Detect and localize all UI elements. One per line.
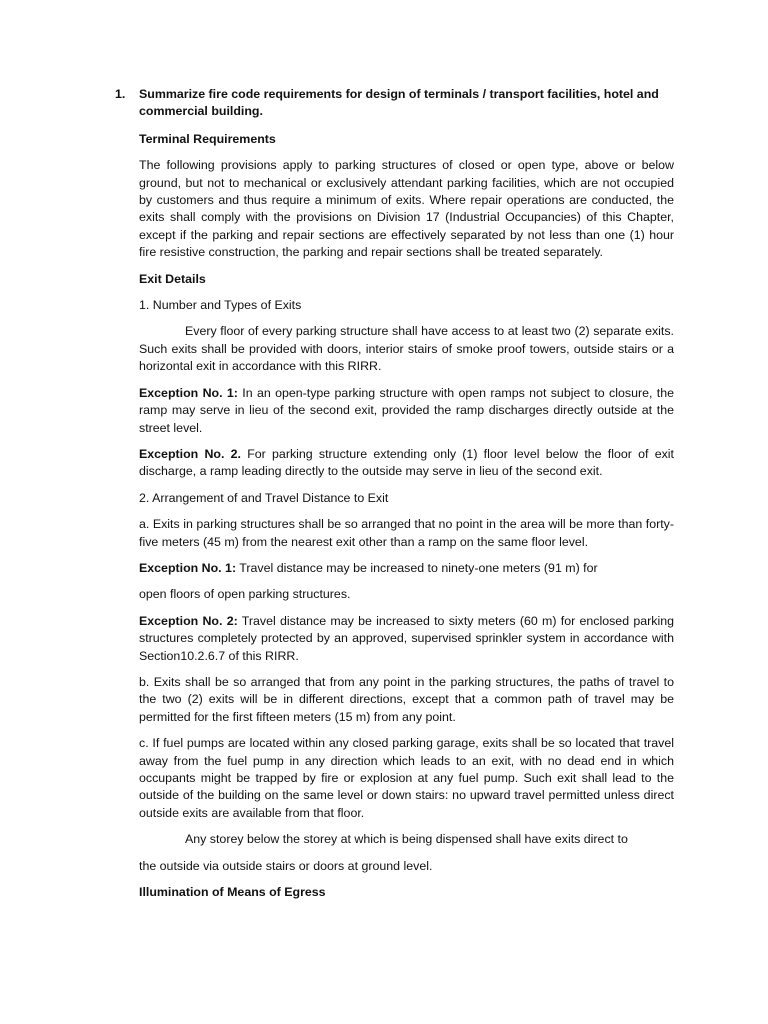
- question-heading: [115, 86, 674, 121]
- exception-a2-label: Exception No. 2:: [139, 613, 238, 628]
- terminal-requirements-heading: Terminal Requirements: [139, 131, 276, 146]
- exception-2-label: Exception No. 2.: [139, 446, 241, 461]
- question-number: 1.: [115, 87, 126, 101]
- exception-a2-text: Travel distance may be increased to sixty meters (60 m) for enclosed parking structures completely protected by an approved, supervised sprinkler system in accordance with Section10.2.6.7 of this RIRR.: [139, 613, 674, 663]
- exception-1-label: Exception No. 1:: [139, 385, 238, 400]
- exception-1-paragraph: [139, 385, 674, 437]
- exception-a1-label: Exception No. 1:: [139, 560, 237, 575]
- exception-a2-paragraph: [139, 613, 674, 665]
- section1-heading: 1. Number and Types of Exits: [139, 298, 302, 313]
- document-body: [115, 86, 674, 910]
- storey-line-1: Any storey below the storey at which is being dispensed shall have exits direct to: [185, 832, 628, 847]
- exception-2-text: For parking structure extending only (1) floor level below the floor of exit discharge, a ramp leading directly to the outside may serve in lieu of the second exit.: [139, 446, 674, 479]
- question-text: Summarize fire code requirements for design of terminals / transport facilities, hotel and commercial building.: [139, 87, 659, 119]
- item-c-paragraph: c. If fuel pumps are located within any closed parking garage, exits shall be so located that travel away from the fuel pump in any direction which leads to an exit, with no dead end in which occupants might be trapped by fire or explosion at any fuel pump. Such exit shall lead to the outside of the building on the same level or down stairs: no upward travel permitted unless direct outside exits are available from that floor.: [139, 736, 674, 820]
- intro-paragraph: The following provisions apply to parking structures of closed or open type, above or below ground, but not to mechanical or exclusively attendant parking facilities, which are not occupied by customers and thus require a minimum of exits. Where repair operations are conducted, the exits shall comply with the provisions on Division 17 (Industrial Occupancies) of this Chapter, except if the parking and repair sections are effectively separated by not less than one (1) hour fire resistive construction, the parking and repair sections shall be treated separately.: [139, 158, 674, 260]
- illumination-heading: Illumination of Means of Egress: [139, 885, 326, 900]
- storey-line-2: the outside via outside stairs or doors at ground level.: [139, 858, 433, 873]
- exit-details-heading: Exit Details: [139, 271, 206, 286]
- exception-1-text: In an open-type parking structure with open ramps not subject to closure, the ramp may serve in lieu of the second exit, provided the ramp discharges directly outside at the street level.: [139, 385, 674, 435]
- section2-heading: 2. Arrangement of and Travel Distance to Exit: [139, 490, 389, 505]
- exception-a1-text: Travel distance may be increased to ninety-one meters (91 m) for: [236, 560, 598, 575]
- exception-2-paragraph: [139, 446, 674, 481]
- section1-paragraph: Every floor of every parking structure shall have access to at least two (2) separate exits. Such exits shall be provided with doors, interior stairs of smoke proof towers, outside stairs or a horizontal exit in accordance with this RIRR.: [139, 324, 674, 374]
- exception-a1-continuation: open floors of open parking structures.: [139, 587, 351, 602]
- exception-a1-paragraph: [139, 560, 674, 577]
- item-b-paragraph: b. Exits shall be so arranged that from any point in the parking structures, the paths of travel to the two (2) exits will be in different directions, except that a common path of travel may be permitted for the first fifteen meters (15 m) from any point.: [139, 674, 674, 724]
- item-a-paragraph: a. Exits in parking structures shall be so arranged that no point in the area will be more than forty-five meters (45 m) from the nearest exit other than a ramp on the same floor level.: [139, 517, 674, 549]
